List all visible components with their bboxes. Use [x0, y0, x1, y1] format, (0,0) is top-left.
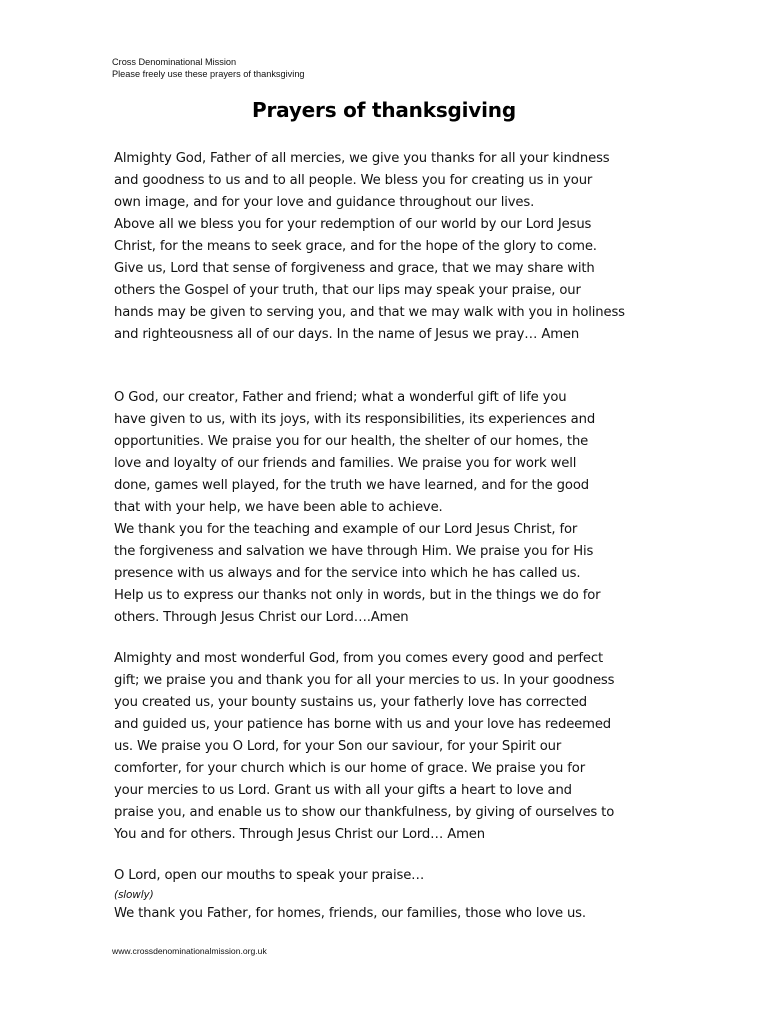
prayer-3 [114, 648, 674, 846]
prayer-line: Above all we bless you for your redemption of our world by our Lord Jesus [114, 217, 592, 232]
prayer-line: We thank you for the teaching and example of our Lord Jesus Christ, for [114, 522, 578, 537]
prayer-line: love and loyalty of our friends and families. We praise you for work well [114, 456, 577, 471]
prayer-line: Almighty God, Father of all mercies, we give you thanks for all your kindness [114, 151, 610, 166]
reading-note: (slowly) [114, 889, 154, 901]
prayer-line: presence with us always and for the service into which he has called us. [114, 566, 581, 581]
page-header [112, 57, 305, 80]
prayer-line: and righteousness all of our days. In the name of Jesus we pray… Amen [114, 327, 580, 342]
prayer-line: Help us to express our thanks not only in words, but in the things we do for [114, 588, 601, 603]
prayer-line: opportunities. We praise you for our health, the shelter of our homes, the [114, 434, 589, 449]
prayer-line: own image, and for your love and guidance throughout our lives. [114, 195, 535, 210]
prayer-line: Almighty and most wonderful God, from you comes every good and perfect [114, 651, 604, 666]
prayer-line: that with your help, we have been able to achieve. [114, 500, 443, 515]
prayer-line: We thank you Father, for homes, friends, our families, those who love us. [114, 906, 586, 921]
prayer-line: gift; we praise you and thank you for all your mercies to us. In your goodness [114, 673, 615, 688]
prayer-line: your mercies to us Lord. Grant us with all your gifts a heart to love and [114, 783, 572, 798]
prayer-line: done, games well played, for the truth we have learned, and for the good [114, 478, 589, 493]
prayer-line: us. We praise you O Lord, for your Son our saviour, for your Spirit our [114, 739, 562, 754]
prayer-line: and guided us, your patience has borne with us and your love has redeemed [114, 717, 612, 732]
prayer-line: others the Gospel of your truth, that our lips may speak your praise, our [114, 283, 581, 298]
prayer-line: Christ, for the means to seek grace, and for the hope of the glory to come. [114, 239, 597, 254]
prayer-line: O God, our creator, Father and friend; what a wonderful gift of life you [114, 390, 567, 405]
footer-url: www.crossdenominationalmission.org.uk [112, 946, 267, 956]
prayer-1 [114, 148, 674, 346]
prayer-line: Give us, Lord that sense of forgiveness and grace, that we may share with [114, 261, 595, 276]
organization-name: Cross Denominational Mission [112, 57, 237, 67]
prayer-line: have given to us, with its joys, with its responsibilities, its experiences and [114, 412, 596, 427]
prayer-line: comforter, for your church which is our home of grace. We praise you for [114, 761, 585, 776]
prayer-line: and goodness to us and to all people. We bless you for creating us in your [114, 173, 593, 188]
prayer-line: the forgiveness and salvation we have through Him. We praise you for His [114, 544, 594, 559]
header-subtitle: Please freely use these prayers of thanksgiving [112, 68, 305, 79]
prayer-line: praise you, and enable us to show our thankfulness, by giving of ourselves to [114, 805, 615, 820]
prayer-4 [114, 865, 674, 925]
prayer-line: You and for others. Through Jesus Christ our Lord… Amen [114, 827, 485, 842]
prayer-line: you created us, your bounty sustains us, your fatherly love has corrected [114, 695, 588, 710]
prayer-line: hands may be given to serving you, and that we may walk with you in holiness [114, 305, 625, 320]
prayer-line: others. Through Jesus Christ our Lord….Amen [114, 610, 409, 625]
prayer-line: O Lord, open our mouths to speak your praise… [114, 868, 425, 883]
prayer-2 [114, 387, 674, 629]
page-title: Prayers of thanksgiving [252, 98, 516, 122]
